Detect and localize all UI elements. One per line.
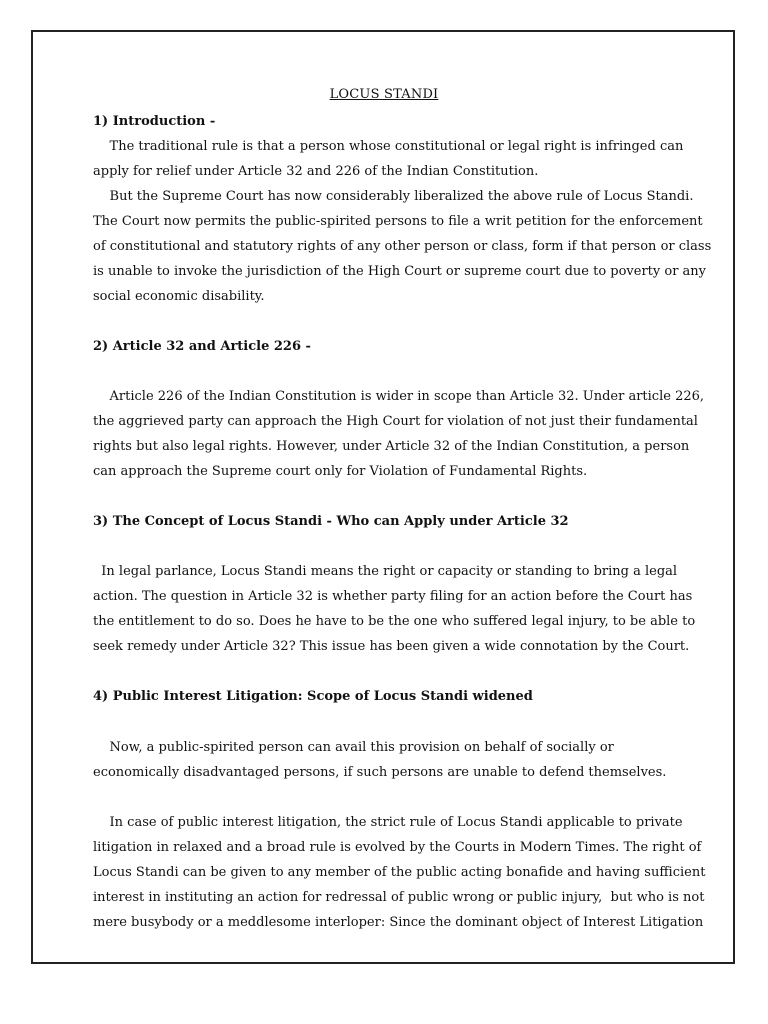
paragraph-line: the entitlement to do so. Does he have to be the one who suffered legal injury, to be able to [93, 614, 696, 629]
paragraph-line: But the Supreme Court has now considerably liberalized the above rule of Locus Standi. [93, 189, 694, 204]
paragraph-line: social economic disability. [93, 289, 265, 304]
paragraph-line: action. The question in Article 32 is whether party filing for an action before the Court has [93, 589, 693, 604]
paragraph-line: In legal parlance, Locus Standi means the right or capacity or standing to bring a legal [93, 564, 678, 579]
paragraph-line: rights but also legal rights. However, under Article 32 of the Indian Constitution, a person [93, 439, 690, 454]
section-heading: 2) Article 32 and Article 226 - [93, 339, 311, 354]
paragraph-line: mere busybody or a meddlesome interloper: Since the dominant object of Interest Litigation [93, 915, 704, 930]
paragraph-line: of constitutional and statutory rights of any other person or class, form if that person or class [93, 239, 712, 254]
paragraph-line: litigation in relaxed and a broad rule is evolved by the Courts in Modern Times. The right of [93, 840, 702, 855]
paragraph-line: apply for relief under Article 32 and 226 of the Indian Constitution. [93, 164, 539, 179]
paragraph-line: The traditional rule is that a person whose constitutional or legal right is infringed can [93, 139, 684, 154]
paragraph-line: Locus Standi can be given to any member of the public acting bonafide and having sufficient [93, 865, 706, 880]
paragraph-line: The Court now permits the public-spirited persons to file a writ petition for the enforcement [93, 214, 703, 229]
section-heading: 1) Introduction - [93, 114, 216, 129]
paragraph-line: interest in instituting an action for redressal of public wrong or public injury, but who is not [93, 890, 705, 905]
paragraph-line: seek remedy under Article 32? This issue has been given a wide connotation by the Court. [93, 639, 690, 654]
paragraph-line: Now, a public-spirited person can avail this provision on behalf of socially or [93, 740, 614, 755]
section-heading: 4) Public Interest Litigation: Scope of Locus Standi widened [93, 689, 533, 704]
paragraph-line: In case of public interest litigation, the strict rule of Locus Standi applicable to private [93, 815, 683, 830]
paragraph-line: is unable to invoke the jurisdiction of the High Court or supreme court due to poverty or any [93, 264, 707, 279]
section-heading: 3) The Concept of Locus Standi - Who can Apply under Article 32 [93, 514, 569, 529]
paragraph-line: economically disadvantaged persons, if such persons are unable to defend themselves. [93, 765, 667, 780]
paragraph-line: the aggrieved party can approach the High Court for violation of not just their fundamental [93, 414, 698, 429]
paragraph-line: Article 226 of the Indian Constitution is wider in scope than Article 32. Under article 226, [93, 389, 705, 404]
document-title: LOCUS STANDI [329, 87, 439, 102]
paragraph-line: can approach the Supreme court only for Violation of Fundamental Rights. [93, 464, 588, 479]
